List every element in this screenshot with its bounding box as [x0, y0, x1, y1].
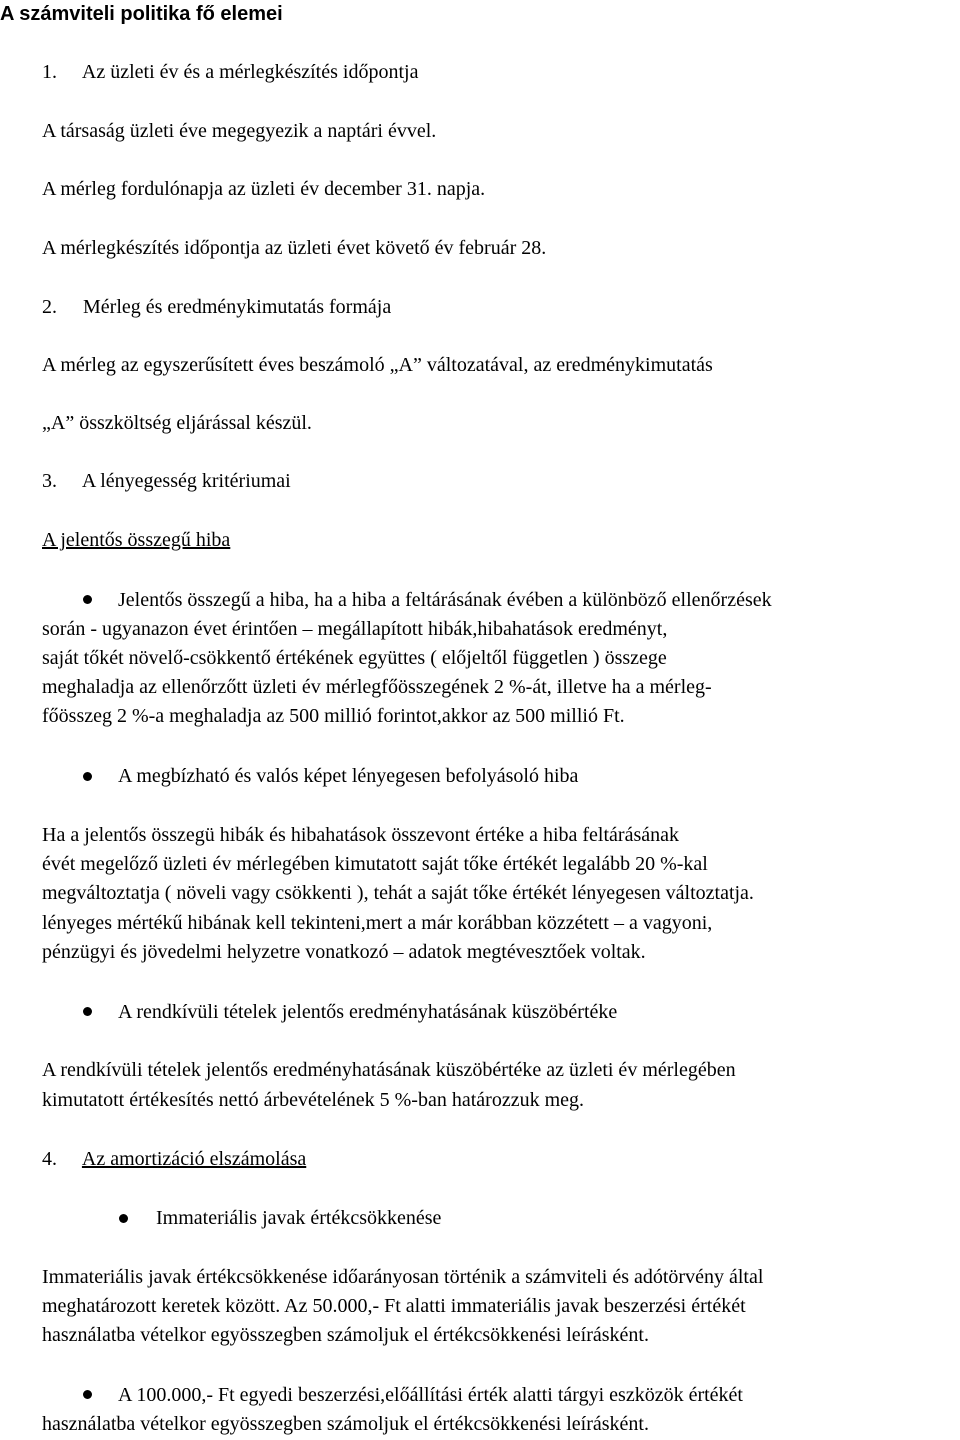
section-1-line: A mérlegkészítés időpontja az üzleti évet követő év február 28.: [42, 237, 547, 259]
section-3-bullet-3-lead: A rendkívüli tételek jelentős eredményhatásának küszöbértéke: [118, 1001, 618, 1023]
section-4-number: 4.: [42, 1148, 57, 1170]
section-3-bullet-2-line: évét megelőző üzleti év mérlegében kimutatott saját tőke értékét legalább 20 %-kal: [42, 853, 708, 875]
section-1-title: Az üzleti év és a mérlegkészítés időpontja: [81, 61, 419, 83]
section-3-bullet-1-lead: Jelentős összegű a hiba, ha a hiba a feltárásának évében a különböző ellenőrzések: [118, 589, 772, 611]
bullet-icon: [83, 1007, 92, 1016]
section-2-heading: [42, 295, 391, 319]
section-3-bullet-3-line: kimutatott értékesítés nettó árbevételének 5 %-ban határozzuk meg.: [42, 1089, 585, 1111]
section-4-heading: [42, 1147, 306, 1171]
section-3-bullet-2-lead: A megbízható és valós képet lényegesen befolyásoló hiba: [118, 765, 579, 787]
section-2-number: 2.: [42, 296, 57, 318]
bullet-icon: [83, 772, 92, 781]
section-2-line: „A” összköltség eljárással készül.: [42, 412, 312, 434]
section-3-bullet-3-line: A rendkívüli tételek jelentős eredményhatásának küszöbértéke az üzleti év mérlegében: [42, 1059, 736, 1081]
section-3-heading: [42, 469, 291, 493]
bullet-icon: [83, 1390, 92, 1399]
section-3-bullet-2-line: lényeges mértékű hibának kell tekinteni,mert a már korábban közzétett – a vagyoni,: [42, 912, 713, 934]
section-2-line: A mérleg az egyszerűsített éves beszámoló „A” változatával, az eredménykimutatás: [42, 354, 713, 376]
section-3-bullet-1-line: során - ugyanazon évet érintően – megállapított hibák,hibahatások eredményt,: [42, 618, 668, 640]
section-3-number: 3.: [42, 470, 57, 492]
section-3-bullet-2-line: pénzügyi és jövedelmi helyzetre vonatkozó – adatok megtévesztőek voltak.: [42, 941, 646, 963]
section-3-bullet-1-line: saját tőkét növelő-csökkentő értékének együttes ( előjeltől független ) összege: [42, 647, 667, 669]
section-3-bullet-1-line: meghaladja az ellenőrzőtt üzleti év mérlegfőösszegének 2 %-át, illetve ha a mérleg-: [42, 676, 712, 698]
section-3-subheading: A jelentős összegű hiba: [42, 529, 231, 551]
section-1-line: A társaság üzleti éve megegyezik a naptári évvel.: [42, 120, 437, 142]
section-4-title: Az amortizáció elszámolása: [81, 1148, 307, 1170]
bullet-icon: [83, 595, 92, 604]
section-4-bullet-1-line: meghatározott keretek között. Az 50.000,- Ft alatti immateriális javak beszerzési értékét: [42, 1295, 746, 1317]
section-4-bullet-1-lead: Immateriális javak értékcsökkenése: [156, 1207, 442, 1229]
section-1-heading: [42, 60, 418, 84]
section-3-bullet-1-line: főösszeg 2 %-a meghaladja az 500 millió forintot,akkor az 500 millió Ft.: [42, 705, 625, 727]
section-4-bullet-2-lead: A 100.000,- Ft egyedi beszerzési,előállítási érték alatti tárgyi eszközök értékét: [118, 1384, 743, 1406]
document-title: A számviteli politika fő elemei: [0, 3, 283, 25]
section-4-bullet-2-line: használatba vételkor egyösszegben számoljuk el értékcsökkenési leírásként.: [42, 1413, 649, 1435]
section-1-line: A mérleg fordulónapja az üzleti év december 31. napja.: [42, 178, 486, 200]
bullet-icon: [119, 1214, 128, 1223]
section-4-bullet-1-line: használatba vételkor egyösszegben számoljuk el értékcsökkenési leírásként.: [42, 1324, 649, 1346]
section-4-bullet-1-line: Immateriális javak értékcsökkenése időarányosan történik a számviteli és adótörvény által: [42, 1266, 764, 1288]
section-3-bullet-2-line: Ha a jelentős összegü hibák és hibahatások összevont értéke a hiba feltárásának: [42, 824, 679, 846]
section-1-number: 1.: [42, 61, 57, 83]
section-3-bullet-2-line: megváltoztatja ( növeli vagy csökkenti ), tehát a saját tőke értékét lényegesen változtatja.: [42, 882, 754, 904]
section-2-title: Mérleg és eredménykimutatás formája: [83, 296, 392, 318]
section-3-title: A lényegesség kritériumai: [81, 470, 291, 492]
